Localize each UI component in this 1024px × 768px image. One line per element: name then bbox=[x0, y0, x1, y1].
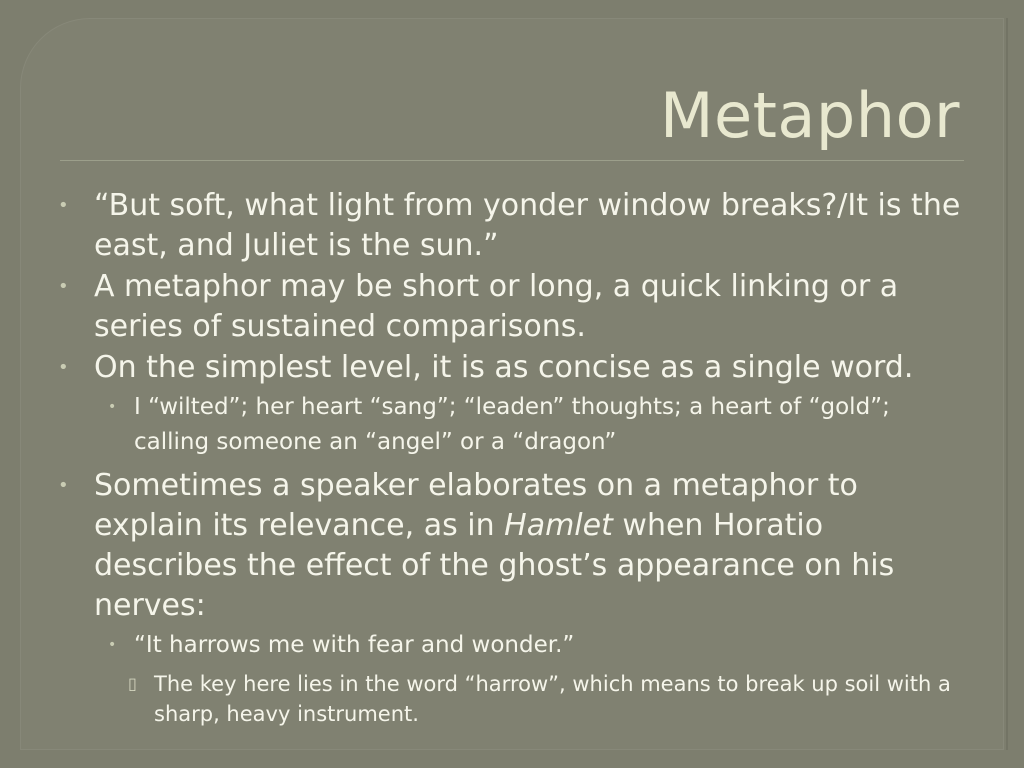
bullet-dot-icon: • bbox=[58, 195, 69, 216]
slide-body bbox=[58, 186, 968, 729]
slide-title: Metaphor bbox=[659, 79, 960, 152]
bullet-text-post: when Horatio describes the effect of the ghost’s appearance on his nerves: bbox=[94, 508, 895, 623]
bullet-box-icon: ▯ bbox=[128, 674, 137, 693]
frame-edge bbox=[1006, 18, 1008, 750]
sub-sub-bullet-harrow bbox=[58, 669, 968, 729]
title-divider bbox=[60, 160, 964, 161]
bullet-dot-icon: • bbox=[108, 637, 117, 653]
bullet-simplest-level bbox=[58, 348, 968, 388]
bullet-dot-icon: • bbox=[108, 399, 117, 415]
bullet-dot-icon: • bbox=[58, 276, 69, 297]
bullet-dot-icon: • bbox=[58, 475, 69, 496]
bullet-text: The key here lies in the word “harrow”, which means to break up soil with a sharp, heavy instrument. bbox=[154, 672, 951, 726]
bullet-text: A metaphor may be short or long, a quick linking or a series of sustained comparisons. bbox=[94, 269, 899, 344]
bullet-text bbox=[94, 468, 894, 623]
bullet-metaphor-length bbox=[58, 267, 968, 347]
sub-bullet-quote bbox=[58, 628, 968, 663]
bullet-text-pre: Sometimes a speaker elaborates on a metaphor to explain its relevance, as in bbox=[94, 468, 858, 543]
sub-bullet-examples bbox=[58, 390, 968, 460]
bullet-text: On the simplest level, it is as concise as a single word. bbox=[94, 350, 914, 385]
bullet-text: I “wilted”; her heart “sang”; “leaden” thoughts; a heart of “gold”; calling someone an “angel” or a “dragon” bbox=[134, 394, 890, 455]
bullet-quote bbox=[58, 186, 968, 266]
bullet-text: “It harrows me with fear and wonder.” bbox=[134, 632, 575, 658]
bullet-dot-icon: • bbox=[58, 357, 69, 378]
bullet-text: “But soft, what light from yonder window breaks?/It is the east, and Juliet is the sun.” bbox=[94, 188, 961, 263]
bullet-hamlet bbox=[58, 466, 968, 626]
play-title: Hamlet bbox=[504, 508, 613, 543]
